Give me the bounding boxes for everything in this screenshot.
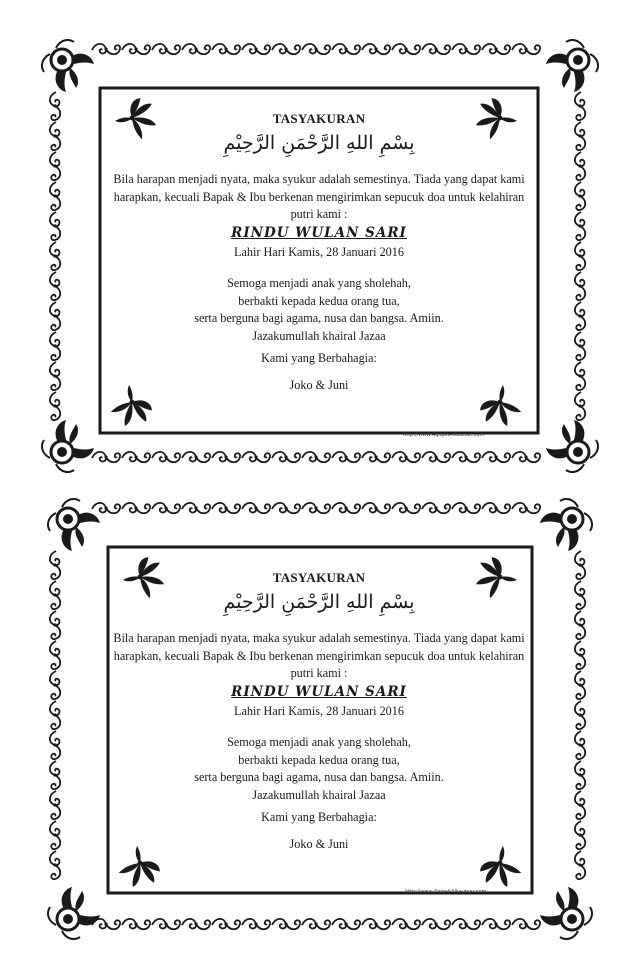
card-title: TASYAKURAN <box>272 570 366 585</box>
prayer-line: Semoga menjadi anak yang sholehah, <box>227 735 411 749</box>
prayer-line: Jazakumullah khairal Jazaa <box>252 328 386 343</box>
intro-paragraph: Bila harapan menjadi nyata, maka syukur adalah semestinya. Tiada yang dapat kami harapkan, kecuali Bapak & Ibu berkenan mengirimkan sepucuk doa untuk kelahiran putri kami : <box>113 172 525 221</box>
signers: Joko & Juni <box>289 837 349 851</box>
card-content <box>100 547 538 892</box>
basmalah: بِسْمِ اللهِ الرَّحْمَنِ الرَّحِيْمِ <box>223 591 415 613</box>
website-url: http://www.AqiqahAlkautsar.com <box>403 432 485 438</box>
baby-name: RINDU WULAN SARI <box>231 225 407 241</box>
prayer-line: Jazakumullah khairal Jazaa <box>252 787 386 802</box>
card-content <box>100 88 538 433</box>
birth-date: Lahir Hari Kamis, 28 Januari 2016 <box>234 704 404 718</box>
prayer-line: serta berguna bagi agama, nusa dan bangsa. Amiin. <box>194 770 444 784</box>
prayer-block <box>100 275 538 345</box>
basmalah: بِسْمِ اللهِ الرَّحْمَنِ الرَّحِيْمِ <box>223 132 415 154</box>
signers: Joko & Juni <box>289 378 349 392</box>
prayer-line: serta berguna bagi agama, nusa dan bangsa. Amiin. <box>194 311 444 325</box>
baby-name: RINDU WULAN SARI <box>231 684 407 700</box>
birth-date: Lahir Hari Kamis, 28 Januari 2016 <box>234 245 404 259</box>
closing-text: Kami yang Berbahagia: <box>261 351 377 365</box>
prayer-line: berbakti kepada kedua orang tua, <box>238 752 400 767</box>
prayer-block <box>100 734 538 804</box>
card-title: TASYAKURAN <box>272 111 366 126</box>
invitation-card-2 <box>0 489 638 979</box>
website-url: http://www.AqiqahAlkautsar.com <box>405 889 487 895</box>
prayer-line: berbakti kepada kedua orang tua, <box>238 293 400 308</box>
prayer-line: Semoga menjadi anak yang sholehah, <box>227 276 411 290</box>
closing-text: Kami yang Berbahagia: <box>261 810 377 824</box>
intro-paragraph: Bila harapan menjadi nyata, maka syukur adalah semestinya. Tiada yang dapat kami harapkan, kecuali Bapak & Ibu berkenan mengirimkan sepucuk doa untuk kelahiran putri kami : <box>113 631 525 680</box>
